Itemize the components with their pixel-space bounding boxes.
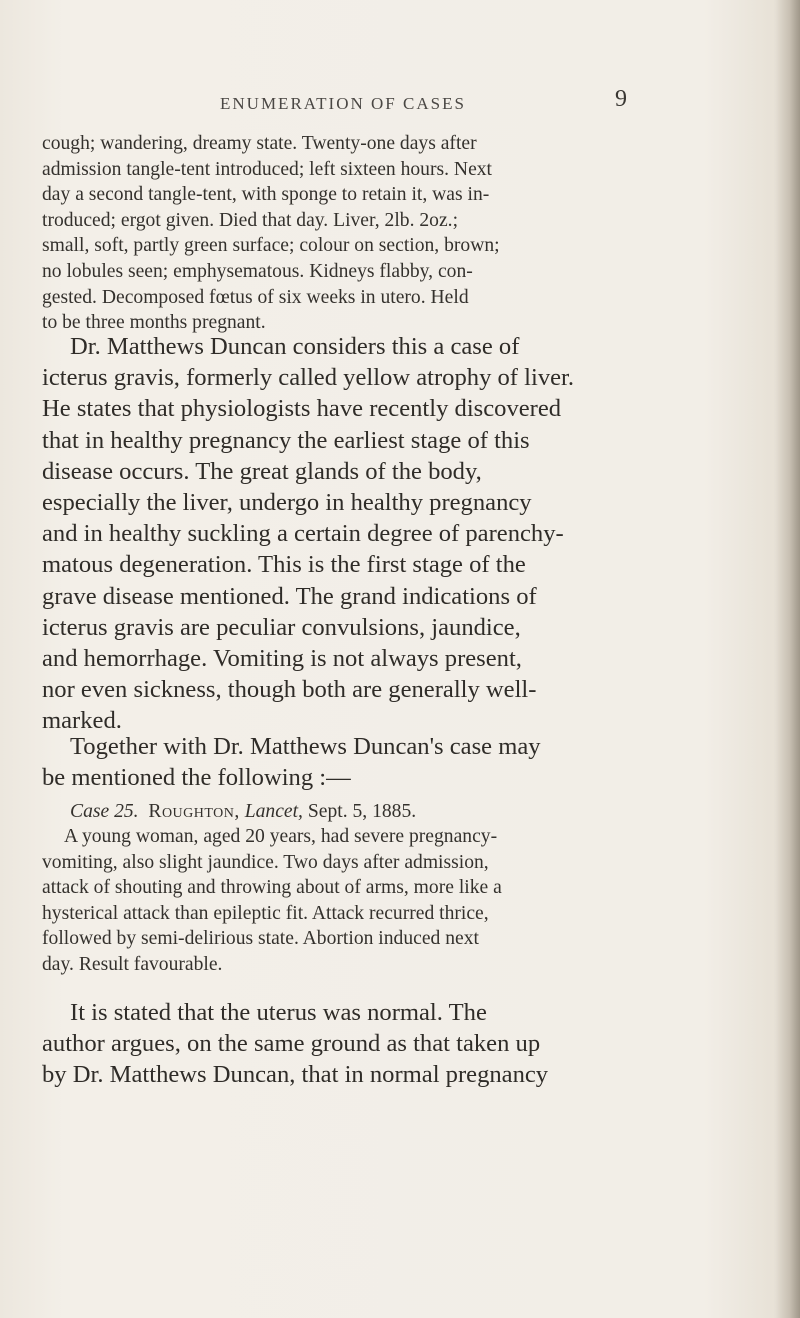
text-line: Together with Dr. Matthews Duncan's case may bbox=[70, 733, 541, 760]
case-citation bbox=[42, 799, 757, 825]
text-line: cough; wandering, dreamy state. Twenty-one days after bbox=[42, 133, 477, 154]
page-header bbox=[220, 86, 627, 118]
paragraph-case-continuation bbox=[42, 131, 757, 336]
paragraph-uterus-normal bbox=[42, 997, 757, 1091]
page-edge-shadow bbox=[774, 0, 800, 1318]
text-line: day a second tangle-tent, with sponge to retain it, was in- bbox=[42, 184, 490, 206]
text-line: be mentioned the following :— bbox=[42, 764, 351, 792]
text-line: nor even sickness, though both are generally well- bbox=[42, 676, 537, 704]
text-line: no lobules seen; emphysematous. Kidneys flabby, con- bbox=[42, 260, 473, 282]
text-line: It is stated that the uterus was normal. The bbox=[70, 999, 487, 1026]
running-head: ENUMERATION OF CASES bbox=[220, 94, 466, 113]
text-line: He states that physiologists have recently discovered bbox=[42, 395, 562, 423]
text-line: Dr. Matthews Duncan considers this a case of bbox=[70, 333, 520, 360]
case-date: Sept. 5, 1885. bbox=[307, 801, 417, 822]
text-line: and hemorrhage. Vomiting is not always present, bbox=[42, 645, 522, 673]
text-line: admission tangle-tent introduced; left sixteen hours. Next bbox=[42, 158, 493, 180]
text-line: small, soft, partly green surface; colour on section, brown; bbox=[42, 235, 500, 257]
text-line: and in healthy suckling a certain degree of parenchy- bbox=[42, 520, 564, 548]
text-line: that in healthy pregnancy the earliest stage of this bbox=[42, 426, 530, 454]
text-line: troduced; ergot given. Died that day. Liver, 2lb. 2oz.; bbox=[42, 209, 459, 231]
text-line: by Dr. Matthews Duncan, that in normal pregnancy bbox=[42, 1061, 549, 1089]
text-line: icterus gravis are peculiar convulsions, jaundice, bbox=[42, 613, 521, 641]
text-line: followed by semi-delirious state. Abortion induced next bbox=[42, 928, 479, 950]
case-author: Roughton, bbox=[148, 801, 240, 822]
text-line: to be three months pregnant. bbox=[42, 312, 266, 334]
text-line: vomiting, also slight jaundice. Two days after admission, bbox=[42, 851, 489, 873]
paragraph-duncan-commentary bbox=[42, 331, 757, 737]
text-line: grave disease mentioned. The grand indications of bbox=[42, 582, 537, 610]
text-line: matous degeneration. This is the first stage of the bbox=[42, 551, 526, 579]
text-line: disease occurs. The great glands of the body, bbox=[42, 457, 482, 485]
text-line: especially the liver, undergo in healthy pregnancy bbox=[42, 489, 532, 517]
page-number: 9 bbox=[615, 86, 627, 112]
text-line: marked. bbox=[42, 707, 122, 735]
paragraph-transition bbox=[42, 731, 757, 793]
text-line: attack of shouting and throwing about of arms, more like a bbox=[42, 877, 502, 899]
text-line: A young woman, aged 20 years, had severe pregnancy- bbox=[64, 826, 498, 847]
case-journal: Lancet, bbox=[244, 801, 303, 822]
case-label: Case 25. bbox=[70, 801, 139, 822]
text-line: hysterical attack than epileptic fit. Attack recurred thrice, bbox=[42, 902, 489, 924]
text-line: icterus gravis, formerly called yellow atrophy of liver. bbox=[42, 364, 575, 392]
text-line: author argues, on the same ground as that taken up bbox=[42, 1030, 541, 1058]
text-line: gested. Decomposed fœtus of six weeks in utero. Held bbox=[42, 286, 469, 308]
paragraph-case-25 bbox=[42, 824, 757, 978]
text-line: day. Result favourable. bbox=[42, 953, 223, 975]
case-heading bbox=[42, 799, 757, 825]
